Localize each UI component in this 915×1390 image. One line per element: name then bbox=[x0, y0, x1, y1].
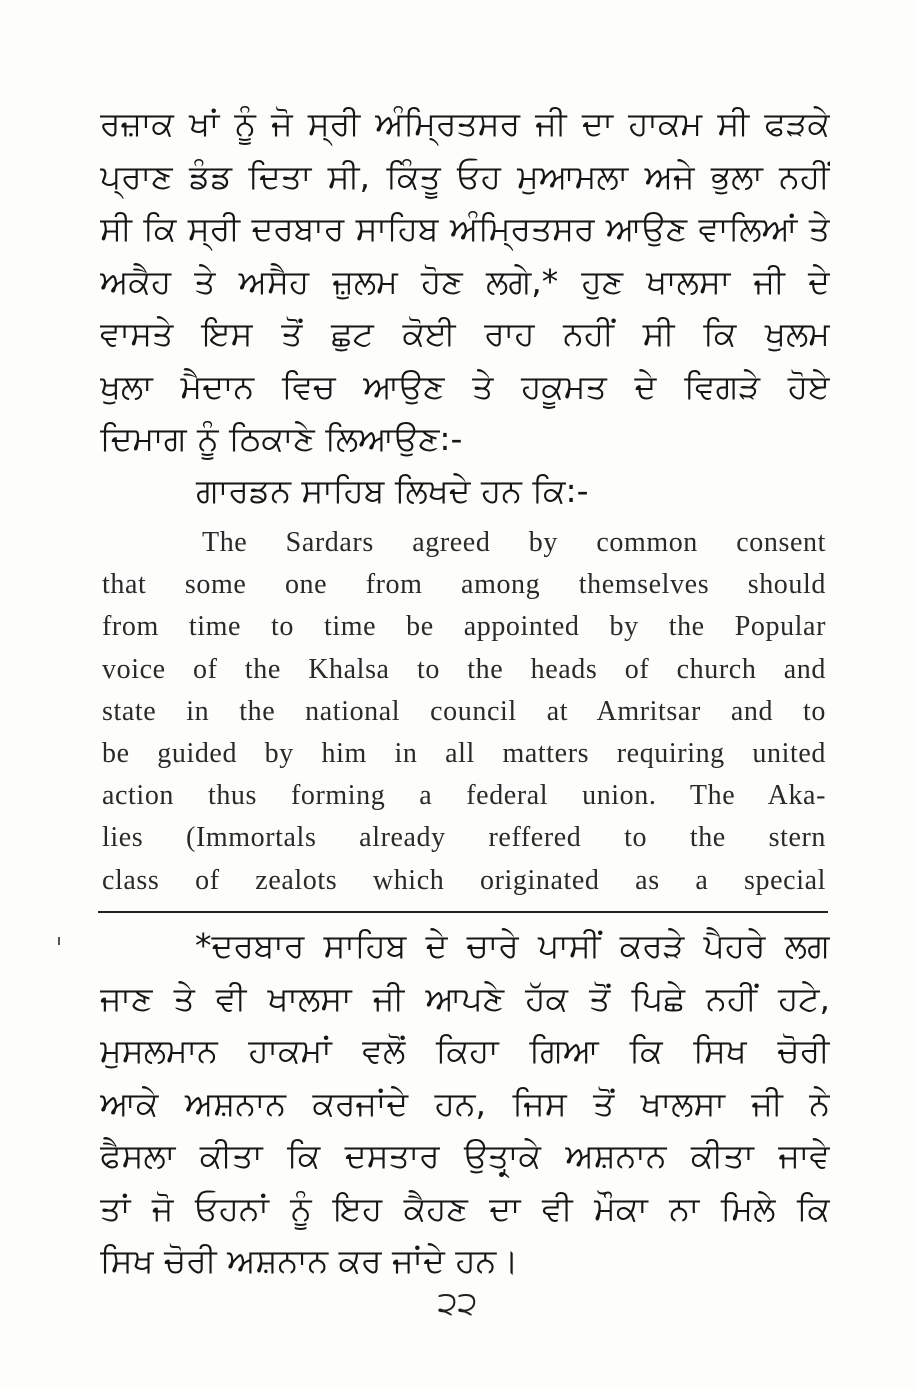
quote-heading: ਗਾਰਡਨ ਸਾਹਿਬ ਲਿਖਦੇ ਹਨ ਕਿ:- bbox=[196, 471, 589, 510]
footnote-divider bbox=[98, 911, 828, 913]
text-line: ਆਕੇ ਅਸ਼ਨਾਨ ਕਰਜਾਂਦੇ ਹਨ, ਜਿਸ ਤੋਂ ਖਾਲਸਾ ਜੀ ਨੇ bbox=[100, 1083, 830, 1123]
text-line: ਮੁਸਲਮਾਨ ਹਾਕਮਾਂ ਵਲੋਂ ਕਿਹਾ ਗਿਆ ਕਿ ਸਿਖ ਚੋਰੀ bbox=[100, 1031, 830, 1070]
text-line: ਰਜ਼ਾਕ ਖਾਂ ਨੂੰ ਜੋ ਸ੍ਰੀ ਅੰਮ੍ਰਿਤਸਰ ਜੀ ਦਾ ਹਾਕਮ ਸੀ ਫੜਕੇ bbox=[100, 104, 830, 143]
scan-speck bbox=[58, 937, 60, 945]
text-line: action thus forming a federal union. The Aka- bbox=[102, 780, 826, 812]
footnote bbox=[100, 920, 830, 1288]
text-line: ਖੁਲਾ ਮੈਦਾਨ ਵਿਚ ਆਉਣ ਤੇ ਹਕੂਮਤ ਦੇ ਵਿਗੜੇ ਹੋਏ bbox=[100, 366, 830, 406]
text-line: ਅਕੈਹ ਤੇ ਅਸੈਹ ਜ਼ੁਲਮ ਹੋਣ ਲਗੇ,* ਹੁਣ ਖਾਲਸਾ ਜੀ ਦੇ bbox=[100, 261, 830, 301]
text-line: voice of the Khalsa to the heads of church and bbox=[102, 653, 826, 685]
text-line: ਸੀ ਕਿ ਸ੍ਰੀ ਦਰਬਾਰ ਸਾਹਿਬ ਅੰਮ੍ਰਿਤਸਰ ਆਉਣ ਵਾਲਿਆਂ ਤੇ bbox=[100, 209, 830, 248]
text-line: lies (Immortals already reffered to the stern bbox=[102, 822, 826, 854]
text-line: ਦਿਮਾਗ ਨੂੰ ਠਿਕਾਣੇ ਲਿਆਉਣ:- bbox=[100, 419, 463, 458]
page-number: ੨੨ bbox=[437, 1284, 478, 1322]
text-line: ਜਾਣ ਤੇ ਵੀ ਖਾਲਸਾ ਜੀ ਆਪਣੇ ਹੱਕ ਤੋਂ ਪਿਛੇ ਨਹੀਂ ਹਟੇ, bbox=[100, 978, 830, 1018]
text-line: state in the national council at Amritsar and to bbox=[102, 695, 826, 727]
text-line: *ਦਰਬਾਰ ਸਾਹਿਬ ਦੇ ਚਾਰੇ ਪਾਸੀਂ ਕਰੜੇ ਪੈਹਰੇ ਲਗ bbox=[195, 926, 830, 965]
text-line: ਫੈਸਲਾ ਕੀਤਾ ਕਿ ਦਸਤਾਰ ਉਤਾਰ੍ਕੇ ਅਸ਼ਨਾਨ ਕੀਤਾ ਜਾਵੇ bbox=[100, 1136, 830, 1175]
text-line: ਤਾਂ ਜੋ ਓਹਨਾਂ ਨੂੰ ਇਹ ਕੈਹਣ ਦਾ ਵੀ ਮੌਕਾ ਨਾ ਮਿਲੇ ਕਿ bbox=[100, 1188, 830, 1228]
text-line: ਸਿਖ ਚੋਰੀ ਅਸ਼ਨਾਨ ਕਰ ਜਾਂਦੇ ਹਨ। bbox=[100, 1241, 519, 1280]
text-line: that some one from among themselves should bbox=[102, 569, 826, 601]
text-line: class of zealots which originated as a special bbox=[102, 864, 826, 896]
text-line: The Sardars agreed by common consent bbox=[202, 527, 826, 558]
english-quotation bbox=[102, 522, 826, 902]
text-line: from time to time be appointed by the Popular bbox=[102, 611, 826, 643]
text-line: ਪ੍ਰਾਣ ਡੰਡ ਦਿਤਾ ਸੀ, ਕਿੰਤੂ ਓਹ ਮੁਆਮਲਾ ਅਜੇ ਭੁਲਾ ਨਹੀਂ bbox=[100, 156, 830, 196]
text-line: ਵਾਸਤੇ ਇਸ ਤੋਂ ਛੁਟ ਕੋਈ ਰਾਹ ਨਹੀਂ ਸੀ ਕਿ ਖੁਲਮ bbox=[100, 314, 830, 353]
text-line: be guided by him in all matters requiring united bbox=[102, 737, 826, 769]
punjabi-paragraph bbox=[100, 98, 830, 466]
